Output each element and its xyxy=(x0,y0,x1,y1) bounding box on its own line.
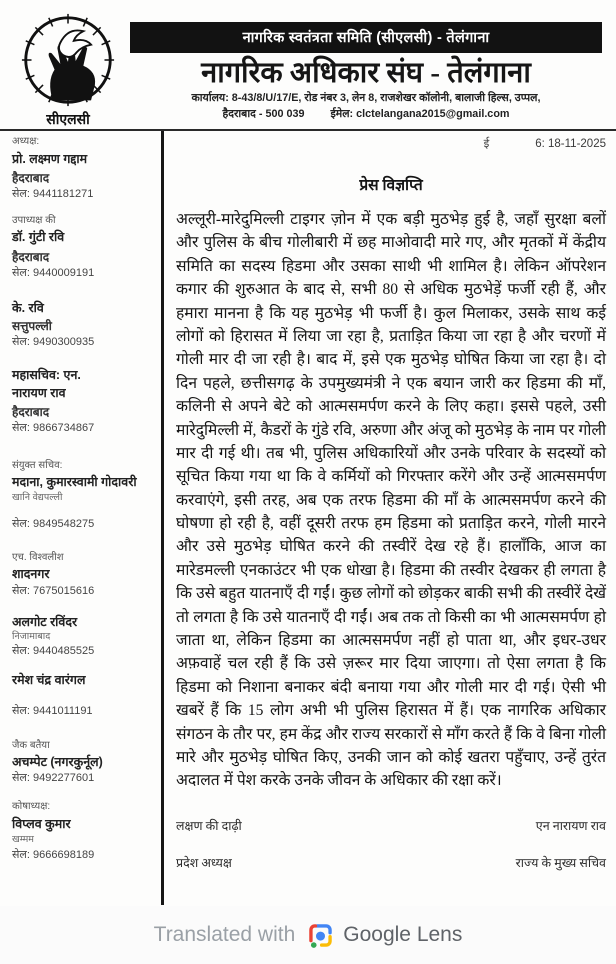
address-line1: कार्यालय: 8-43/8/U/17/E, रोड नंबर 3, लेन 8, राजशेखर कॉलोनी, बालाजी हिल्स, उप्पल, xyxy=(191,92,541,104)
signature-left-title: प्रदेश अध्यक्ष xyxy=(176,855,232,870)
sidebar-line: सेल: 9666698189 xyxy=(12,849,95,862)
press-body-text: अल्लूरी-मारेदुमिल्ली टाइगर ज़ोन में एक बड़ी मुठभेड़ हुई है, जहाँ सुरक्षा बलों और पुलिस के बीच गोलीबारी में छह माओवादी मारे गए, और मृतकों में केंद्रीय समिति का सदस्य हिडमा और उसका साथी भी शामिल है। लेकिन ऑपरेशन कगार की शुरुआत के बाद से, सभी 80 से अधिक मुठभेड़ें फर्जी रही हैं, और हमारा मानना है कि यह मुठभेड़ भी फर्जी है। कुल मिलाकर, उसके साथ कई लोगों को हिरासत में लिया जा रहा है, प्रताड़ित किया जा रहा है और चरणों में गोली मार दी जा रही है। बाद में, इसे एक मुठभेड़ घोषित किया जा रहा है। दो दिन पहले, छत्तीसगढ़ के उपमुख्यमंत्री ने एक बयान जारी कर हिडमा की माँ, कलिनी से अपने बेटे को आत्मसमर्पण करने के लिए कहा। इससे पहले, उसी मारेदुमिल्ली में, कैडरों के गुंडे रवि, अरुणा और अंजू को मुठभेड़ के नाम पर गोली मार दी गई थी। तब भी, पुलिस अधिकारियों और उनके परिवार के सदस्यों को सूचित किया गया था कि वे कर्मियों को गिरफ्तार करेंगे और उन्हें आत्मसमर्पण करवाएंगे, इसी तरह, अब एक तरफ हिडमा की माँ के आत्मसमर्पण करने की घोषणा हो रही है, वहीं दूसरी तरफ हम हिडमा को प्रताड़ित करने, गोली मारने और उसे मुठभेड़ घोषित करने की तस्वीरें देख रहे हैं। हालाँकि, आज का मारेडमल्ली एनकाउंटर भी एक धोखा है। हिडमा की तस्वीर देखकर ही लगता है कि उसे बहुत यातनाएँ दी गईं। कुछ लोगों को छोड़कर बाकी सभी की तस्वीरें देखें तो लगता है कि उसे यातनाएँ दी गईं। अब तक तो किसी का भी आत्मसमर्पण हो जाता था, लेकिन हिडमा का आत्मसमर्पण नहीं हो पाता था, और इधर-उधर अफ़वाहें चल रही हैं कि उसे ज़रूर मार दिया जाएगा। तो ऐसा लगता है कि हिडमा को निशाना बनाकर बंदी बनाया गया और गोली मार दी गई। ऐसी भी खबरें हैं कि 15 लोग अभी भी पुलिस हिरासत में हैं। एक नागरिक अधिकार संगठन के तौर पर, हम केंद्र और राज्य सरकारों से माँग करते हैं कि वे बिना गोली मारे और मुठभेड़ घोषित किए, उनकी जान को कोई खतरा पहुँचाए, उन्हें तुरंत अदालत में पेश करके उनके जीवन के अधिकार की रक्षा करें। xyxy=(176,211,606,790)
date-value: 6: 18-11-2025 xyxy=(535,138,606,150)
google-lens-icon xyxy=(307,922,334,949)
sidebar-line: सेल: 7675015616 xyxy=(12,585,95,597)
main-content xyxy=(176,136,606,871)
google-lens-watermark xyxy=(0,906,616,964)
org-address xyxy=(126,90,606,122)
sidebar-line: महासचिव: एन. xyxy=(12,368,81,383)
address-city: हैदराबाद - 500 039 xyxy=(222,108,305,121)
sidebar-line: के. रवि xyxy=(12,300,44,315)
clc-logo dove-hand-icon xyxy=(20,12,116,108)
signature-right xyxy=(516,819,606,871)
sidebar-line: एच. विश्वलीश xyxy=(12,551,64,563)
sidebar-line: उपाध्यक्ष की xyxy=(12,214,56,226)
sidebar-line: संयुक्त सचिव: xyxy=(12,460,63,472)
sidebar-line: कोषाध्यक्ष: xyxy=(12,801,51,813)
signature-right-title: राज्य के मुख्य सचिव xyxy=(515,855,606,870)
sidebar-line: शादनगर xyxy=(12,567,50,582)
sidebar-line: प्रो. लक्ष्मण गद्दाम xyxy=(12,151,88,166)
sidebar-line: सेल: 9441181271 xyxy=(12,188,94,201)
logo-caption: सीएलसी xyxy=(46,111,90,127)
sidebar-line: अलगोट रविंदर xyxy=(12,614,78,629)
sidebar-line: सत्तुपल्ली xyxy=(12,319,52,334)
sidebar-line: निजामाबाद xyxy=(12,631,51,643)
sidebar-line: सेल: 9440485525 xyxy=(12,645,95,658)
signature-right-name: एन नारायण राव xyxy=(535,818,606,833)
sidebar-line: सेल: 9866734867 xyxy=(12,422,95,435)
org-title: नागरिक अधिकार संघ - तेलंगाना xyxy=(201,57,531,89)
google-lens-label: Google Lens xyxy=(343,923,463,946)
vertical-divider xyxy=(161,131,164,905)
sidebar-line: रमेश चंद्र वारंगल xyxy=(12,673,86,687)
signature-left-name: लक्षण की दाढ़ी xyxy=(176,818,242,833)
sidebar-line: सेल: 9849548275 xyxy=(12,518,95,531)
translated-with-label: Translated with xyxy=(153,923,296,946)
sidebar-line: सेल: 9490300935 xyxy=(12,336,95,349)
org-banner: नागरिक स्वतंत्रता समिति (सीएलसी) - तेलंगाना xyxy=(130,22,602,53)
sidebar-line: विप्लव कुमार xyxy=(12,816,71,831)
sidebar-list xyxy=(0,136,164,863)
signature-left xyxy=(176,819,242,871)
sidebar-line: जैक बतैया xyxy=(12,740,50,752)
sidebar-line: सेल: 9492277601 xyxy=(12,771,95,784)
sidebar-line: डॉ. गुंटी रवि xyxy=(12,230,65,245)
sidebar-line: सेल: 9441011191 xyxy=(12,704,93,717)
signature-block xyxy=(176,819,606,871)
date-prefix: ई xyxy=(483,138,490,150)
date-line xyxy=(176,136,606,151)
sidebar-line: हैदराबाद xyxy=(12,405,50,420)
address-email: ईमेल: clctelangana2015@gmail.com xyxy=(330,108,510,121)
sidebar-line: खानि वेद्यपल्ली xyxy=(12,492,63,504)
sidebar-line: सेल: 9440009191 xyxy=(12,267,95,279)
sidebar-line: खम्मम xyxy=(12,834,34,846)
sidebar-line: हैदराबाद xyxy=(12,250,50,264)
clc-logo-box xyxy=(16,12,120,129)
sidebar-line: अचम्पेट (नगरकुर्नूल) xyxy=(12,754,103,769)
sidebar-line: हैदराबाद xyxy=(12,171,50,186)
address-line2 xyxy=(126,106,606,122)
sidebar-line: अध्यक्ष: xyxy=(12,136,40,147)
sidebar-line: मदाना, कुमारस्वामी गोदावरी xyxy=(12,474,137,489)
press-release-title: प्रेस विज्ञप्ति xyxy=(359,177,423,194)
header-divider xyxy=(0,129,616,131)
sidebar-line: नारायण राव xyxy=(12,385,66,400)
